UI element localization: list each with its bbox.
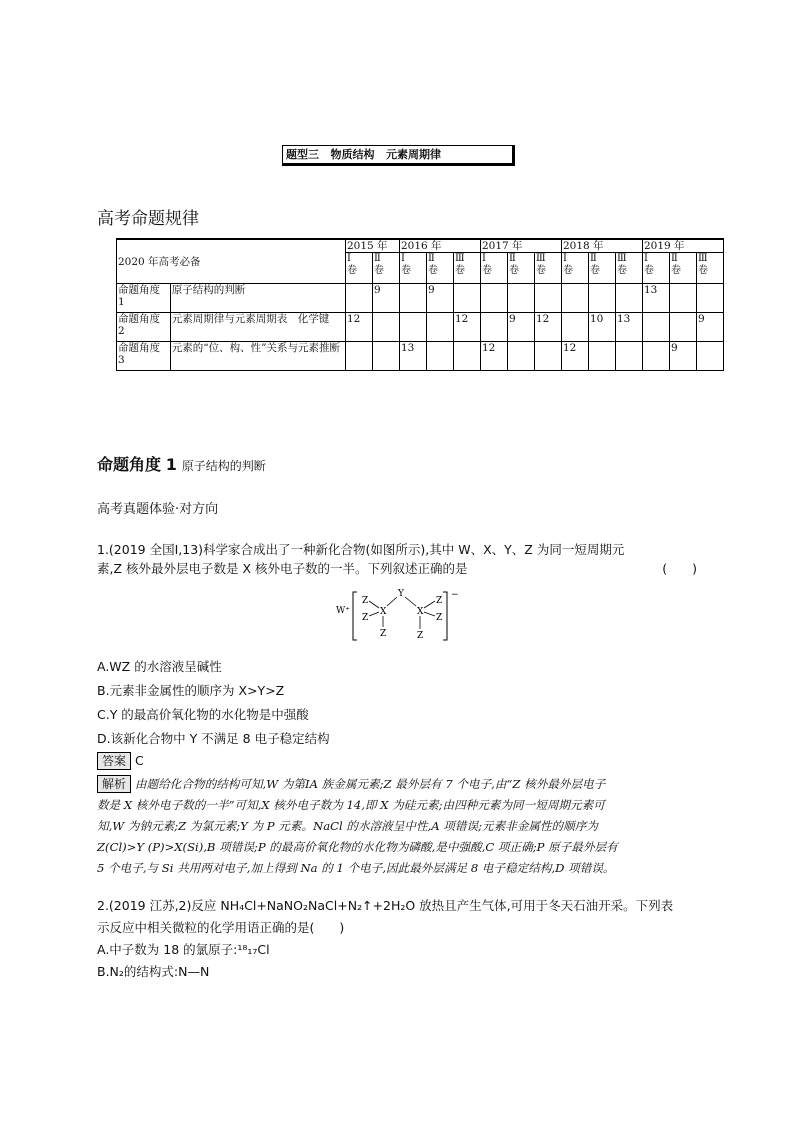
angle-cell: 命题角度 3 bbox=[117, 342, 171, 371]
q2-block bbox=[97, 895, 697, 983]
count-cell bbox=[670, 313, 697, 342]
explain-line-2: 数是 X 核外电子数的一半”可知,X 核外电子数为 14,即 X 为硅元素;由四种元素为同一短周期元素可 bbox=[97, 798, 605, 812]
explain-line-4: Z(Cl)>Y (P)>X(Si),B 项错误;P 的最高价氧化物的水化物为磷酸,是中强酸,C 项正确;P 原子最外层有 bbox=[97, 840, 618, 854]
volume-header bbox=[643, 253, 670, 284]
volume-juan: 卷 bbox=[563, 265, 573, 276]
count-cell: 9 bbox=[670, 342, 697, 371]
topic-cell: 元素周期律与元素周期表 化学键 bbox=[170, 313, 345, 342]
exam-pattern-table bbox=[116, 238, 724, 371]
q1-option-b: B.元素非金属性的顺序为 X>Y>Z bbox=[97, 683, 285, 698]
count-cell bbox=[562, 313, 589, 342]
q1-stem-line2: 素,Z 核外最外层电子数是 X 核外电子数的一半。下列叙述正确的是 bbox=[97, 561, 468, 576]
angle-number: 1 bbox=[165, 455, 177, 474]
volume-roman: Ⅰ bbox=[401, 253, 405, 264]
count-cell bbox=[616, 342, 643, 371]
q1-explanation bbox=[97, 774, 697, 879]
year-header: 2019 年 bbox=[643, 239, 724, 253]
count-cell bbox=[400, 313, 427, 342]
q1-options bbox=[97, 655, 697, 751]
angle-title: 原子结构的判断 bbox=[181, 459, 266, 473]
volume-roman: Ⅲ bbox=[536, 253, 546, 264]
count-cell bbox=[454, 342, 481, 371]
answer-value: C bbox=[135, 753, 144, 768]
year-header: 2017 年 bbox=[481, 239, 562, 253]
volume-header bbox=[373, 253, 400, 284]
count-cell bbox=[643, 313, 670, 342]
volume-roman: Ⅱ bbox=[428, 253, 435, 264]
count-cell: 9 bbox=[697, 313, 724, 342]
volume-juan: 卷 bbox=[401, 265, 411, 276]
atom-x-right: X bbox=[417, 607, 424, 617]
volume-roman: Ⅱ bbox=[590, 253, 597, 264]
anion-charge: − bbox=[451, 590, 459, 600]
count-cell bbox=[535, 284, 562, 313]
q1-answer bbox=[97, 751, 697, 770]
volume-header bbox=[697, 253, 724, 284]
explain-line-5: 5 个电子,与 Si 共用两对电子,加上得到 Na 的 1 个电子,因此最外层满足 8 电子稳定结构,D 项错误。 bbox=[97, 861, 615, 875]
section-title-box: 题型三 物质结构 元素周期律 bbox=[282, 145, 515, 166]
year-header: 2018 年 bbox=[562, 239, 643, 253]
explain-tag: 解析 bbox=[97, 775, 131, 793]
q1-answer-paren: ( ) bbox=[662, 561, 697, 576]
count-cell: 12 bbox=[535, 313, 562, 342]
count-cell: 9 bbox=[427, 284, 454, 313]
volume-juan: 卷 bbox=[482, 265, 492, 276]
count-cell: 13 bbox=[616, 313, 643, 342]
count-cell bbox=[697, 284, 724, 313]
count-cell: 9 bbox=[373, 284, 400, 313]
q2-stem-line2: 示反应中相关微粒的化学用语正确的是( ) bbox=[97, 920, 345, 935]
volume-header bbox=[589, 253, 616, 284]
count-cell bbox=[616, 284, 643, 313]
volume-juan: 卷 bbox=[347, 265, 357, 276]
atom-y: Y bbox=[398, 589, 404, 599]
q2-option-b: B.N₂的结构式:N—N bbox=[97, 964, 210, 979]
count-cell bbox=[373, 342, 400, 371]
year-header: 2015 年 bbox=[346, 239, 400, 253]
topic-cell: 元素的“位、构、性”关系与元素推断 bbox=[170, 342, 345, 371]
angle-heading bbox=[97, 452, 266, 475]
volume-juan: 卷 bbox=[509, 265, 519, 276]
angle-prefix: 命题角度 bbox=[97, 455, 162, 474]
compound-structure bbox=[330, 586, 470, 646]
volume-juan: 卷 bbox=[455, 265, 465, 276]
atom-z-6: Z bbox=[417, 631, 424, 641]
count-cell bbox=[643, 342, 670, 371]
count-cell: 9 bbox=[508, 313, 535, 342]
q1-option-c: C.Y 的最高价氧化物的水化物是中强酸 bbox=[97, 707, 309, 722]
volume-header bbox=[508, 253, 535, 284]
q1-stem bbox=[97, 540, 697, 578]
volume-roman: Ⅱ bbox=[509, 253, 516, 264]
volume-roman: Ⅲ bbox=[455, 253, 465, 264]
volume-juan: 卷 bbox=[428, 265, 438, 276]
volume-roman: Ⅲ bbox=[617, 253, 627, 264]
count-cell bbox=[400, 284, 427, 313]
explain-line-3: 知,W 为钠元素;Z 为氯元素;Y 为 P 元素。NaCl 的水溶液呈中性,A 项错误;元素非金属性的顺序为 bbox=[97, 819, 598, 833]
volume-roman: Ⅲ bbox=[698, 253, 708, 264]
volume-juan: 卷 bbox=[644, 265, 654, 276]
volume-roman: Ⅰ bbox=[563, 253, 567, 264]
year-header: 2016 年 bbox=[400, 239, 481, 253]
count-cell bbox=[454, 284, 481, 313]
q2-option-a: A.中子数为 18 的氯原子:¹⁸₁₇Cl bbox=[97, 942, 270, 957]
angle-cell: 命题角度 1 bbox=[117, 284, 171, 313]
page-heading: 高考命题规律 bbox=[97, 209, 199, 229]
count-cell bbox=[508, 342, 535, 371]
table-row bbox=[117, 313, 724, 342]
q1-option-a: A.WZ 的水溶液呈碱性 bbox=[97, 659, 222, 674]
volume-juan: 卷 bbox=[536, 265, 546, 276]
angle-cell: 命题角度 2 bbox=[117, 313, 171, 342]
volume-juan: 卷 bbox=[590, 265, 600, 276]
volume-roman: Ⅱ bbox=[374, 253, 381, 264]
volume-header bbox=[346, 253, 373, 284]
answer-tag: 答案 bbox=[97, 752, 131, 770]
cation-label: W⁺ bbox=[336, 606, 351, 616]
volume-header bbox=[400, 253, 427, 284]
count-cell bbox=[508, 284, 535, 313]
count-cell bbox=[670, 284, 697, 313]
count-cell: 10 bbox=[589, 313, 616, 342]
count-cell: 12 bbox=[562, 342, 589, 371]
count-cell bbox=[481, 284, 508, 313]
explain-line-1: 由题给化合物的结构可知,W 为第ⅠA 族金属元素;Z 最外层有 7 个电子,由“Z 核外最外层电子 bbox=[135, 777, 606, 791]
volume-header bbox=[481, 253, 508, 284]
count-cell: 12 bbox=[454, 313, 481, 342]
count-cell: 12 bbox=[481, 342, 508, 371]
q2-stem-line1: 2.(2019 江苏,2)反应 NH₄Cl+NaNO₂NaCl+N₂↑+2H₂O 放热且产生气体,可用于冬天石油开采。下列表 bbox=[97, 898, 674, 913]
atom-z-3: Z bbox=[380, 629, 387, 639]
volume-header bbox=[670, 253, 697, 284]
count-cell bbox=[589, 342, 616, 371]
volume-juan: 卷 bbox=[617, 265, 627, 276]
table-corner-label: 2020 年高考必备 bbox=[117, 239, 346, 284]
count-cell bbox=[346, 342, 373, 371]
count-cell bbox=[346, 284, 373, 313]
volume-juan: 卷 bbox=[671, 265, 681, 276]
count-cell bbox=[697, 342, 724, 371]
atom-z-1: Z bbox=[362, 596, 369, 606]
atom-z-5: Z bbox=[436, 613, 443, 623]
count-cell: 13 bbox=[400, 342, 427, 371]
volume-roman: Ⅰ bbox=[482, 253, 486, 264]
volume-header bbox=[562, 253, 589, 284]
count-cell bbox=[427, 313, 454, 342]
sub-heading: 高考真题体验·对方向 bbox=[97, 502, 219, 517]
volume-header bbox=[616, 253, 643, 284]
atom-z-2: Z bbox=[362, 613, 369, 623]
table-row bbox=[117, 342, 724, 371]
atom-z-4: Z bbox=[436, 596, 443, 606]
count-cell bbox=[589, 284, 616, 313]
volume-roman: Ⅰ bbox=[347, 253, 351, 264]
volume-roman: Ⅱ bbox=[671, 253, 678, 264]
volume-header bbox=[535, 253, 562, 284]
volume-juan: 卷 bbox=[698, 265, 708, 276]
q1-stem-line1: 1.(2019 全国Ⅰ,13)科学家合成出了一种新化合物(如图所示),其中 W、X、Y、Z 为同一短周期元 bbox=[97, 542, 625, 557]
table-row bbox=[117, 284, 724, 313]
count-cell bbox=[427, 342, 454, 371]
count-cell: 12 bbox=[346, 313, 373, 342]
volume-header bbox=[427, 253, 454, 284]
q1-option-d: D.该新化合物中 Y 不满足 8 电子稳定结构 bbox=[97, 731, 330, 746]
count-cell bbox=[562, 284, 589, 313]
atom-x-left: X bbox=[380, 607, 387, 617]
volume-header bbox=[454, 253, 481, 284]
count-cell bbox=[535, 342, 562, 371]
volume-roman: Ⅰ bbox=[644, 253, 648, 264]
topic-cell: 原子结构的判断 bbox=[170, 284, 345, 313]
volume-juan: 卷 bbox=[374, 265, 384, 276]
count-cell bbox=[373, 313, 400, 342]
count-cell: 13 bbox=[643, 284, 670, 313]
count-cell bbox=[481, 313, 508, 342]
